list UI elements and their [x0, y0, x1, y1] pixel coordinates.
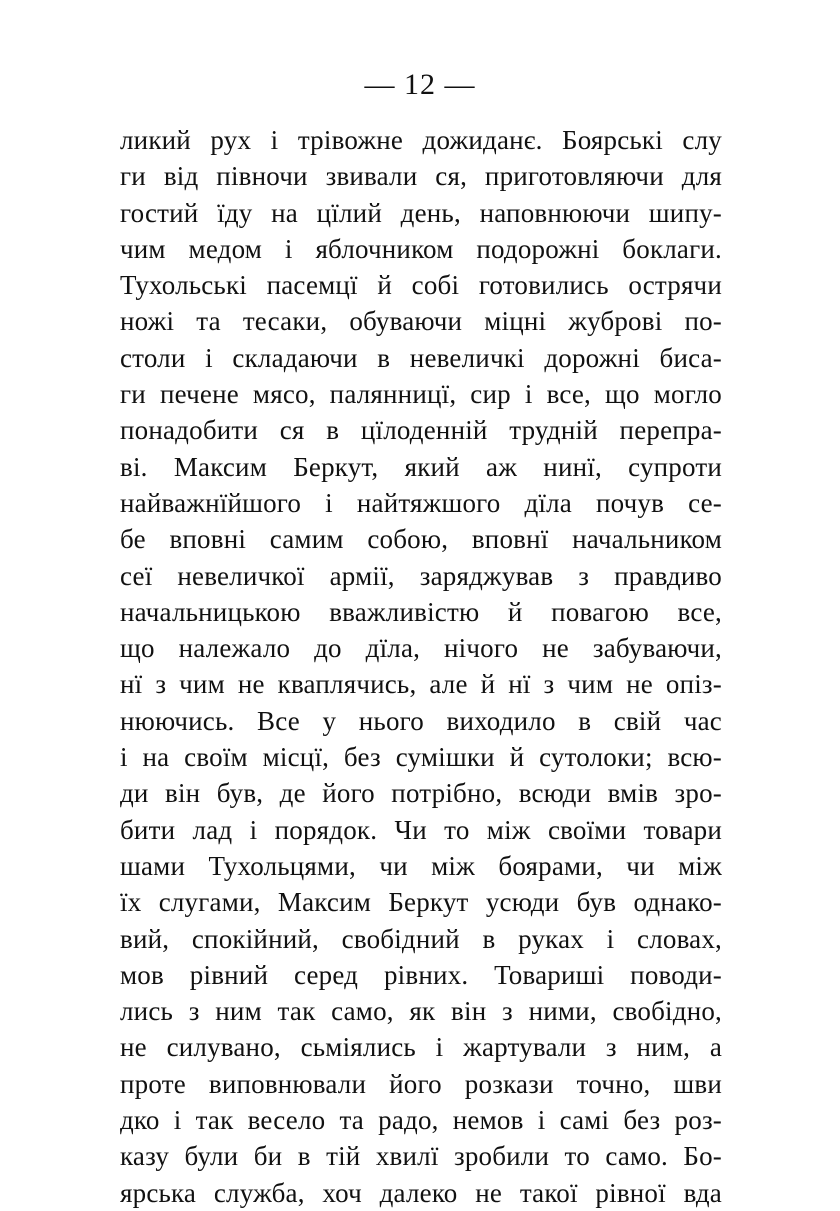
text-line: шами Тухольцями, чи між боярами, чи між: [120, 850, 722, 881]
text-line: ножі та тесаки, обуваючи міцні жуброві по-: [120, 306, 722, 337]
text-line: чим медом і яблочником подорожні боклаги.: [120, 233, 722, 264]
text-line: гостий їду на цїлий день, наповнюючи шипу-: [120, 197, 722, 228]
text-line: найважнїйшого і найтяжшого дїла почув се-: [120, 487, 722, 518]
text-line: нюючись. Все у нього виходило в свій час: [120, 705, 722, 736]
page-number: — 12 —: [364, 68, 476, 101]
text-line: вий, спокійний, свобідний в руках і словах,: [120, 923, 722, 954]
text-line: начальницькою вважливістю й повагою все,: [120, 596, 722, 627]
text-line: ликий рух і трівожне дожиданє. Боярські слу: [120, 125, 722, 155]
text-line: і на своїм місцї, без сумішки й сутолоки; всю-: [120, 742, 722, 773]
text-line: нї з чим не кваплячись, але й нї з чим не опіз-: [120, 669, 722, 700]
text-line: Тухольські пасемцї й собі готовились острячи: [120, 270, 722, 301]
text-line: ві. Максим Беркут, який аж нинї, супроти: [120, 451, 722, 482]
text-line: казу були би в тій хвилї зробили то само. Бо-: [120, 1141, 722, 1172]
text-line: що належало до дїла, нічого не забуваючи,: [120, 633, 722, 664]
text-line: ги від півночи звивали ся, приготовляючи для: [120, 161, 722, 192]
text-line: їх слугами, Максим Беркут усюди був однако-: [120, 887, 722, 918]
text-line: дко і так весело та радо, немов і самі без роз-: [120, 1105, 722, 1136]
text-line: ярська служба, хоч далеко не такої рівної вда: [120, 1177, 722, 1208]
text-line: бити лад і порядок. Чи то між своїми товари: [120, 814, 722, 845]
text-line: столи і складаючи в невеличкі дорожні биса-: [120, 342, 722, 373]
text-line: мов рівний серед рівних. Товариші поводи-: [120, 959, 722, 990]
text-line: проте виповнювали його розкази точно, шви: [120, 1068, 722, 1099]
text-line: не силувано, сьміялись і жартували з ним, а: [120, 1032, 722, 1063]
page-body-text: [120, 122, 722, 1211]
text-line: бе вповні самим собою, вповнї начальником: [120, 524, 722, 555]
text-line: лись з ним так само, як він з ними, свобідно,: [120, 996, 722, 1027]
text-line: ди він був, де його потрібно, всюди вмів зро-: [120, 778, 722, 809]
text-line: сеї невеличкої армії, заряджував з правдиво: [120, 560, 722, 591]
text-line: понадобити ся в цїлоденній трудній перепра-: [120, 415, 722, 446]
text-line: ги печене мясо, палянницї, сир і все, що могло: [120, 379, 722, 410]
